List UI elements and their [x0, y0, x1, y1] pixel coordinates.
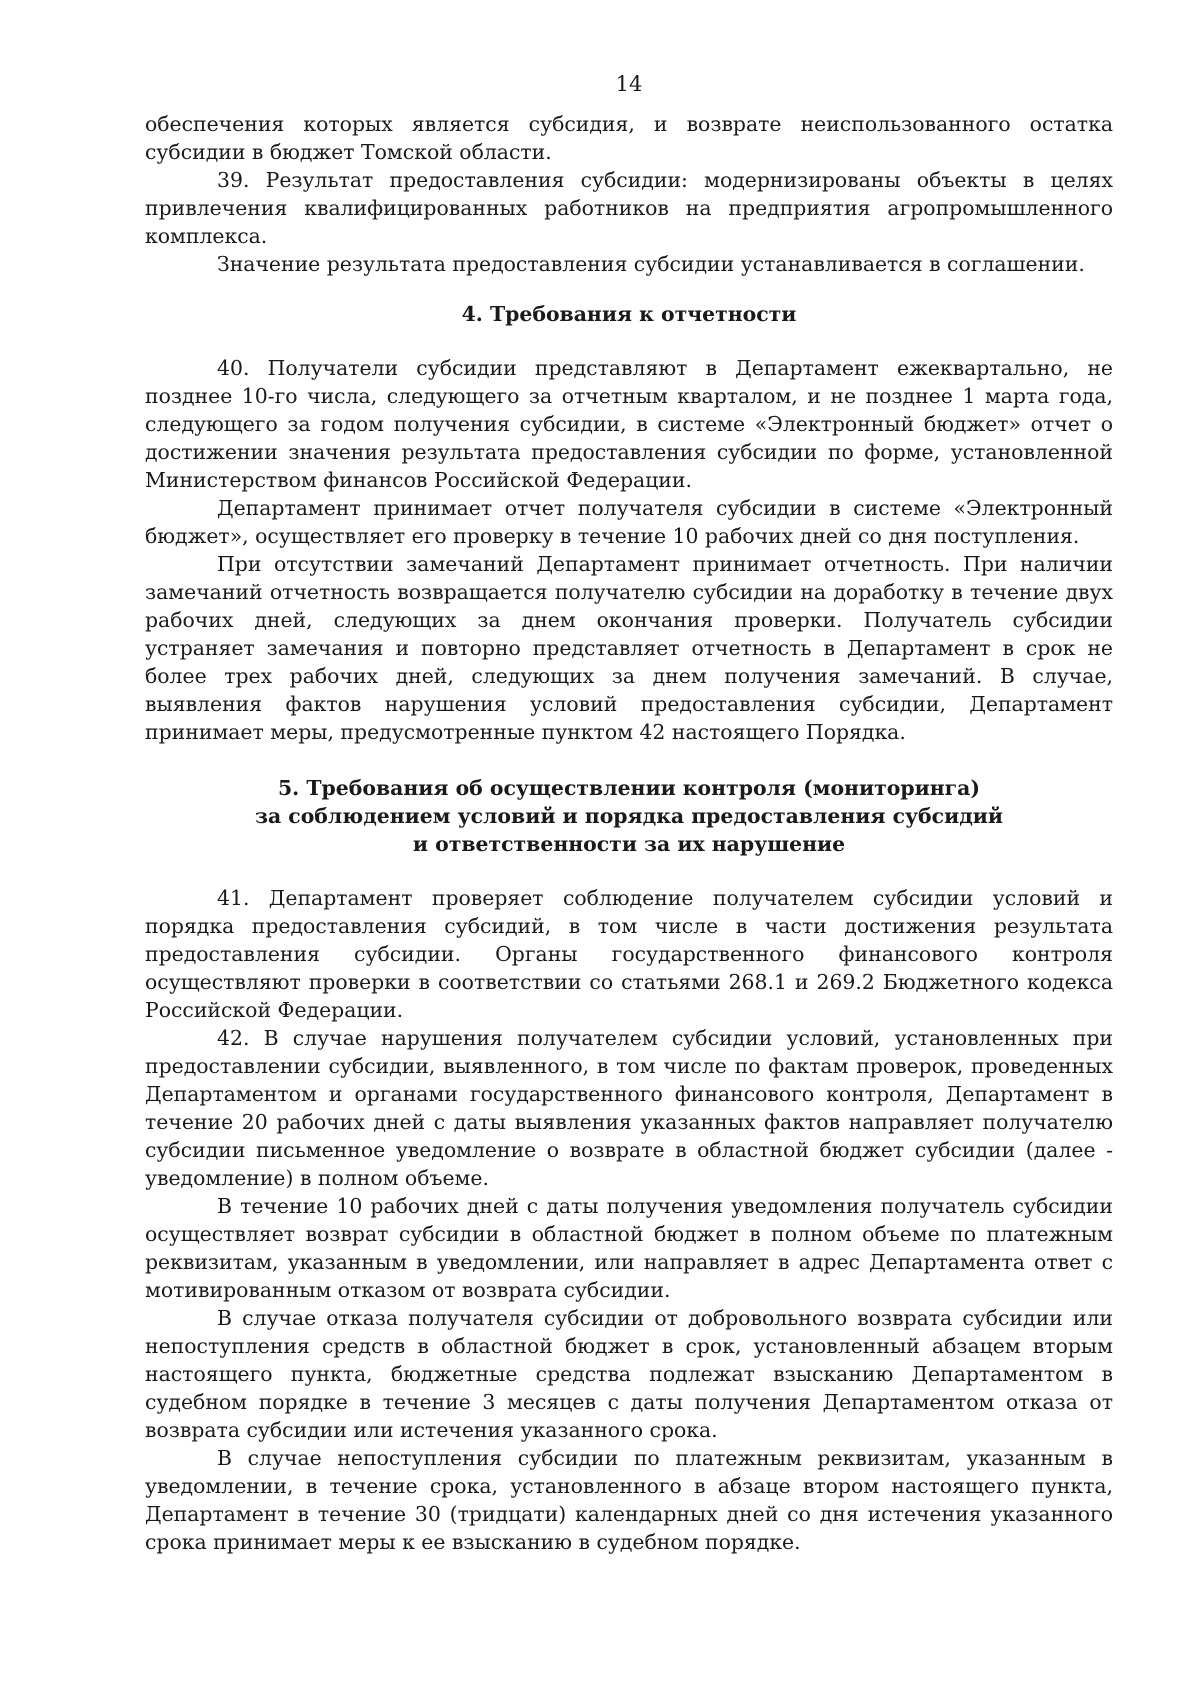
paragraph-continuation: обеспечения которых является субсидия, и возврате неиспользованного остатка субсидии в бюджет Томской области.	[145, 112, 1113, 164]
paragraph-refusal: В случае отказа получателя субсидии от добровольного возврата субсидии или непоступления средств в областной бюджет в срок, установленный абзацем вторым настоящего пункта, бюджетные средства подлежат взысканию Департаментом в судебном порядке в течение 3 месяцев с даты получения Департаментом отказа от возврата субсидии или истечения указанного срока.	[145, 1306, 1113, 1442]
paragraph-39: 39. Результат предоставления субсидии: модернизированы объекты в целях привлечения квалифицированных работников на предприятия агропромышленного комплекса.	[145, 168, 1113, 248]
paragraph-42: 42. В случае нарушения получателем субсидии условий, установленных при предоставлении субсидии, выявленного, в том числе по фактам проверок, проведенных Департаментом и органами государственного финансового контроля, Департамент в течение 20 рабочих дней с даты выявления указанных фактов направляет получателю субсидии письменное уведомление о возврате в областной бюджет субсидии (далее - уведомление) в полном объеме.	[145, 1026, 1113, 1190]
section-5-title	[145, 774, 1113, 858]
section-4-title: 4. Требования к отчетности	[461, 302, 797, 326]
paragraph-40: 40. Получатели субсидии представляют в Департамент ежеквартально, не позднее 10-го числа, следующего за отчетным кварталом, и не позднее 1 марта года, следующего за годом получения субсидии, в системе «Электронный бюджет» отчет о достижении значения результата предоставления субсидии по форме, установленной Министерством финансов Российской Федерации.	[145, 356, 1113, 492]
document-page	[145, 72, 1113, 1556]
paragraph-report-check: Департамент принимает отчет получателя субсидии в системе «Электронный бюджет», осуществляет его проверку в течение 10 рабочих дней со дня поступления.	[145, 496, 1113, 548]
section-5-title-line: 5. Требования об осуществлении контроля (мониторинга)	[277, 776, 980, 800]
paragraph-refund-period: В течение 10 рабочих дней с даты получения уведомления получатель субсидии осуществляет возврат субсидии в областной бюджет в полном объеме по платежным реквизитам, указанным в уведомлении, или направляет в адрес Департамента ответ с мотивированным отказом от возврата субсидии.	[145, 1194, 1113, 1302]
section-5-title-line: за соблюдением условий и порядка предоставления субсидий	[254, 804, 1004, 828]
section-5-title-line: и ответственности за их нарушение	[412, 832, 846, 856]
paragraph-result-value: Значение результата предоставления субсидии устанавливается в соглашении.	[217, 252, 1085, 276]
page-number: 14	[615, 72, 643, 96]
paragraph-non-receipt: В случае непоступления субсидии по платежным реквизитам, указанным в уведомлении, в течение срока, установленного в абзаце втором настоящего пункта, Департамент в течение 30 (тридцати) календарных дней со дня истечения указанного срока принимает меры к ее взысканию в судебном порядке.	[145, 1446, 1113, 1554]
paragraph-remarks: При отсутствии замечаний Департамент принимает отчетность. При наличии замечаний отчетность возвращается получателю субсидии на доработку в течение двух рабочих дней, следующих за днем окончания проверки. Получатель субсидии устраняет замечания и повторно представляет отчетность в Департамент в срок не более трех рабочих дней, следующих за днем получения замечаний. В случае, выявления фактов нарушения условий предоставления субсидии, Департамент принимает меры, предусмотренные пунктом 42 настоящего Порядка.	[145, 552, 1113, 744]
paragraph-41: 41. Департамент проверяет соблюдение получателем субсидии условий и порядка предоставления субсидий, в том числе в части достижения результата предоставления субсидии. Органы государственного финансового контроля осуществляют проверки в соответствии со статьями 268.1 и 269.2 Бюджетного кодекса Российской Федерации.	[145, 886, 1113, 1022]
